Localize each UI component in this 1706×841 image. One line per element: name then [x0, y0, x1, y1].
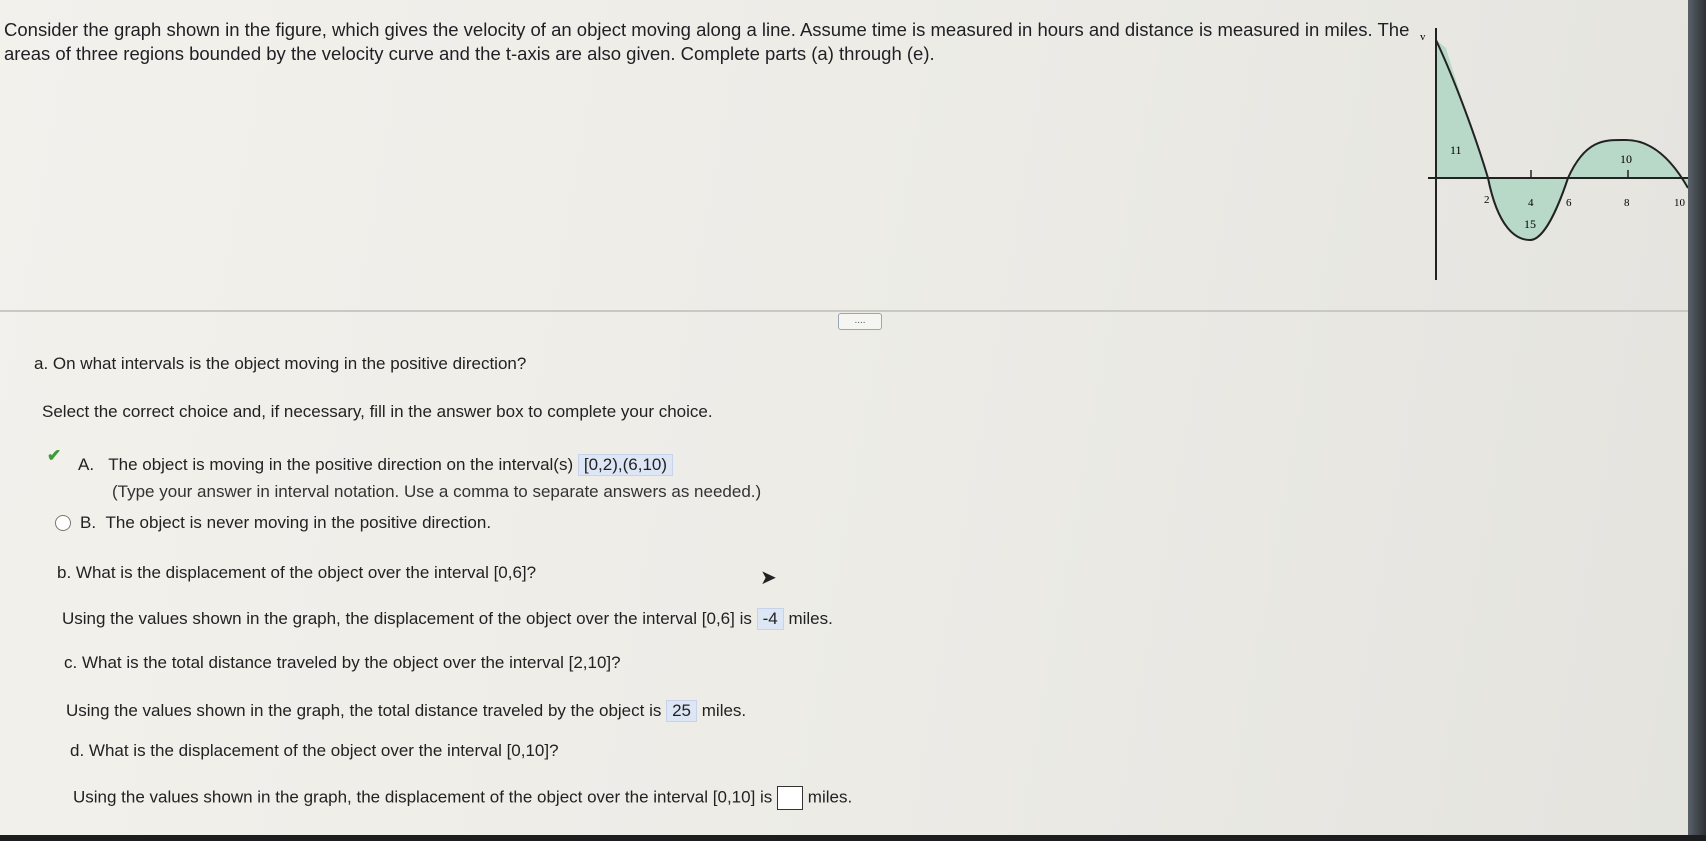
part-d-unit: miles. [807, 787, 853, 807]
choice-a[interactable] [78, 454, 673, 476]
problem-statement: Consider the graph shown in the figure, which gives the velocity of an object moving along a line. Assume time is measured in hours and distance is measured in miles. The areas of three regions bounded by the velocity curve and the t-axis are also given. Complete parts (a) through (e). [4, 19, 1410, 64]
part-a-instruction: Select the correct choice and, if necessary, fill in the answer box to complete your choice. [42, 402, 713, 421]
t-tick-10: 10 [1674, 197, 1685, 209]
choice-a-answer-box[interactable]: [0,2),(6,10) [578, 454, 673, 476]
area-label-1: 11 [1450, 143, 1462, 157]
t-tick-8: 8 [1624, 197, 1630, 209]
positive-region-1 [1436, 40, 1488, 178]
part-b-unit: miles. [788, 609, 833, 628]
part-b-answer-line [62, 608, 833, 630]
velocity-graph [1420, 28, 1688, 288]
bottom-bezel [0, 835, 1706, 841]
choice-b-letter: B. [80, 513, 97, 532]
choice-a-text: The object is moving in the positive direction on the interval(s) [108, 455, 574, 474]
part-c-unit: miles. [701, 701, 747, 720]
part-c-question: c. What is the total distance traveled by the object over the interval [2,10]? [64, 653, 621, 672]
part-a-question: a. On what intervals is the object moving in the positive direction? [34, 354, 527, 373]
t-tick-2: 2 [1484, 194, 1490, 206]
choice-a-letter: A. [78, 455, 95, 474]
t-tick-4: 4 [1528, 197, 1534, 209]
choice-b-text: The object is never moving in the positive direction. [105, 513, 492, 532]
expand-button[interactable]: .... [838, 313, 882, 330]
area-label-2: 15 [1524, 217, 1536, 231]
part-d-question: d. What is the displacement of the object over the interval [0,10]? [70, 741, 559, 760]
part-d-answer-prefix: Using the values shown in the graph, the displacement of the object over the interval [0,10] is [73, 787, 773, 807]
part-b-answer-box[interactable]: -4 [757, 608, 784, 630]
t-tick-6: 6 [1566, 197, 1572, 209]
choice-b[interactable] [80, 513, 491, 533]
part-c-answer-line [66, 700, 746, 722]
part-c-answer-box[interactable]: 25 [666, 700, 697, 722]
v-axis-label: v [1420, 31, 1426, 43]
choice-b-radio[interactable] [55, 515, 71, 531]
choice-a-hint: (Type your answer in interval notation. Use a comma to separate answers as needed.) [112, 482, 762, 501]
right-bezel [1688, 0, 1706, 835]
section-divider [0, 310, 1688, 312]
cursor-icon: ➤ [760, 567, 777, 589]
part-c-answer-prefix: Using the values shown in the graph, the total distance traveled by the object is [66, 701, 662, 720]
checkmark-icon: ✔ [47, 446, 62, 465]
part-b-answer-prefix: Using the values shown in the graph, the displacement of the object over the interval [0,6] is [62, 609, 752, 628]
part-d-answer-input[interactable] [777, 786, 803, 810]
area-label-3: 10 [1620, 152, 1632, 166]
part-d-answer-line [73, 786, 852, 810]
part-b-question: b. What is the displacement of the object over the interval [0,6]? [57, 563, 537, 582]
